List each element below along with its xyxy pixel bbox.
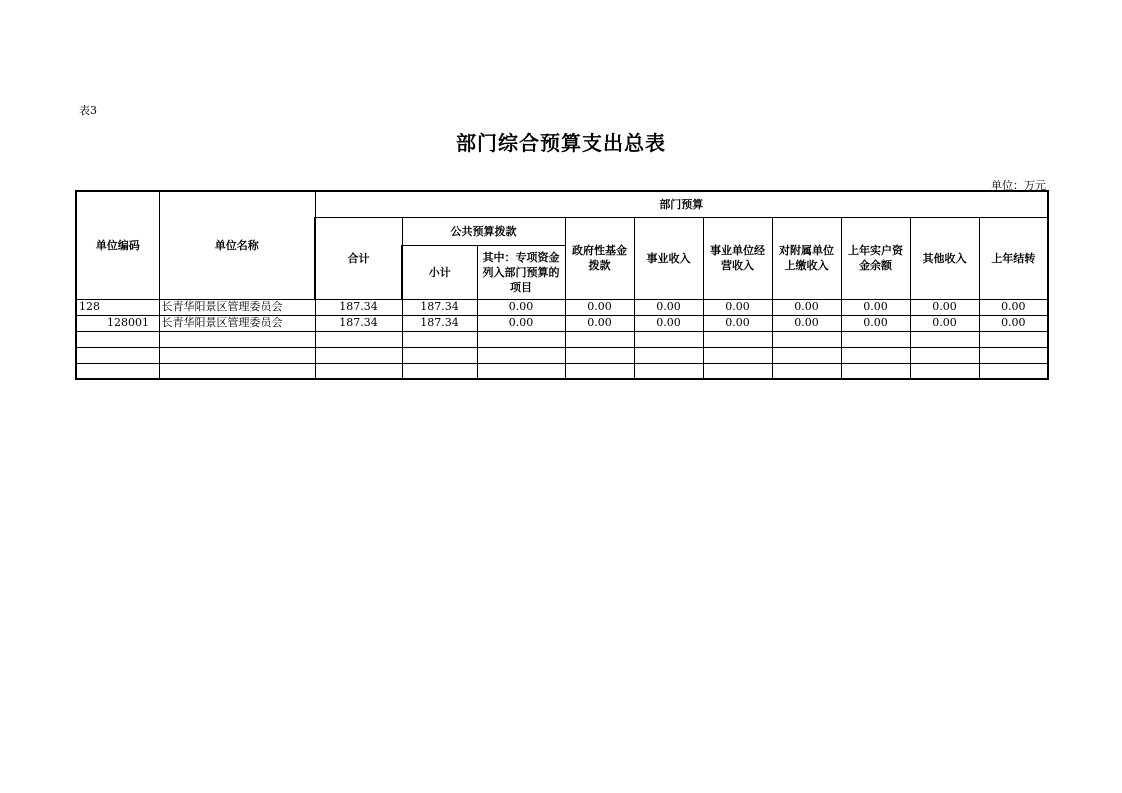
empty-table-row (76, 347, 1048, 363)
cell-unit-name: 长青华阳景区管理委员会 (159, 315, 315, 331)
cell-gov-fund: 0.00 (565, 315, 634, 331)
cell-total: 187.34 (315, 299, 402, 315)
cell-business-income: 0.00 (634, 315, 703, 331)
empty-table-row (76, 331, 1048, 347)
col-header-special-project: 其中：专项资金列入部门预算的项目 (477, 245, 565, 299)
empty-table-row (76, 363, 1048, 379)
unit-note: 单位：万元 (991, 179, 1046, 192)
col-header-unit-name: 单位名称 (159, 191, 315, 299)
cell-carry-over: 0.00 (979, 315, 1048, 331)
cell-prior-balance: 0.00 (841, 299, 910, 315)
table-row (76, 299, 1048, 315)
col-header-unit-code: 单位编码 (76, 191, 159, 299)
col-header-dept-budget: 部门预算 (315, 191, 1048, 217)
cell-affiliate-income: 0.00 (772, 299, 841, 315)
cell-unit-code: 128001 (76, 315, 159, 331)
col-header-business-income: 事业收入 (634, 217, 703, 299)
cell-subtotal: 187.34 (402, 315, 477, 331)
cell-carry-over: 0.00 (979, 299, 1048, 315)
cell-operating-income: 0.00 (703, 315, 772, 331)
col-header-operating-income: 事业单位经营收入 (703, 217, 772, 299)
cell-special-project: 0.00 (477, 315, 565, 331)
col-header-public-budget: 公共预算拨款 (402, 217, 565, 245)
cell-special-project: 0.00 (477, 299, 565, 315)
cell-unit-name: 长青华阳景区管理委员会 (159, 299, 315, 315)
cell-operating-income: 0.00 (703, 299, 772, 315)
col-header-carry-over: 上年结转 (979, 217, 1048, 299)
cell-gov-fund: 0.00 (565, 299, 634, 315)
page-title: 部门综合预算支出总表 (456, 131, 666, 155)
table-number-label: 表3 (79, 104, 97, 117)
budget-expenditure-table (75, 190, 1049, 380)
cell-total: 187.34 (315, 315, 402, 331)
col-header-other-income: 其他收入 (910, 217, 979, 299)
cell-other-income: 0.00 (910, 315, 979, 331)
col-header-total: 合计 (315, 217, 402, 299)
cell-other-income: 0.00 (910, 299, 979, 315)
col-header-gov-fund: 政府性基金拨款 (565, 217, 634, 299)
col-header-affiliate-income: 对附属单位上缴收入 (772, 217, 841, 299)
table-row (76, 315, 1048, 331)
cell-unit-code: 128 (76, 299, 159, 315)
cell-business-income: 0.00 (634, 299, 703, 315)
cell-affiliate-income: 0.00 (772, 315, 841, 331)
col-header-prior-balance: 上年实户资金余额 (841, 217, 910, 299)
col-header-subtotal: 小计 (402, 245, 477, 299)
cell-subtotal: 187.34 (402, 299, 477, 315)
cell-prior-balance: 0.00 (841, 315, 910, 331)
